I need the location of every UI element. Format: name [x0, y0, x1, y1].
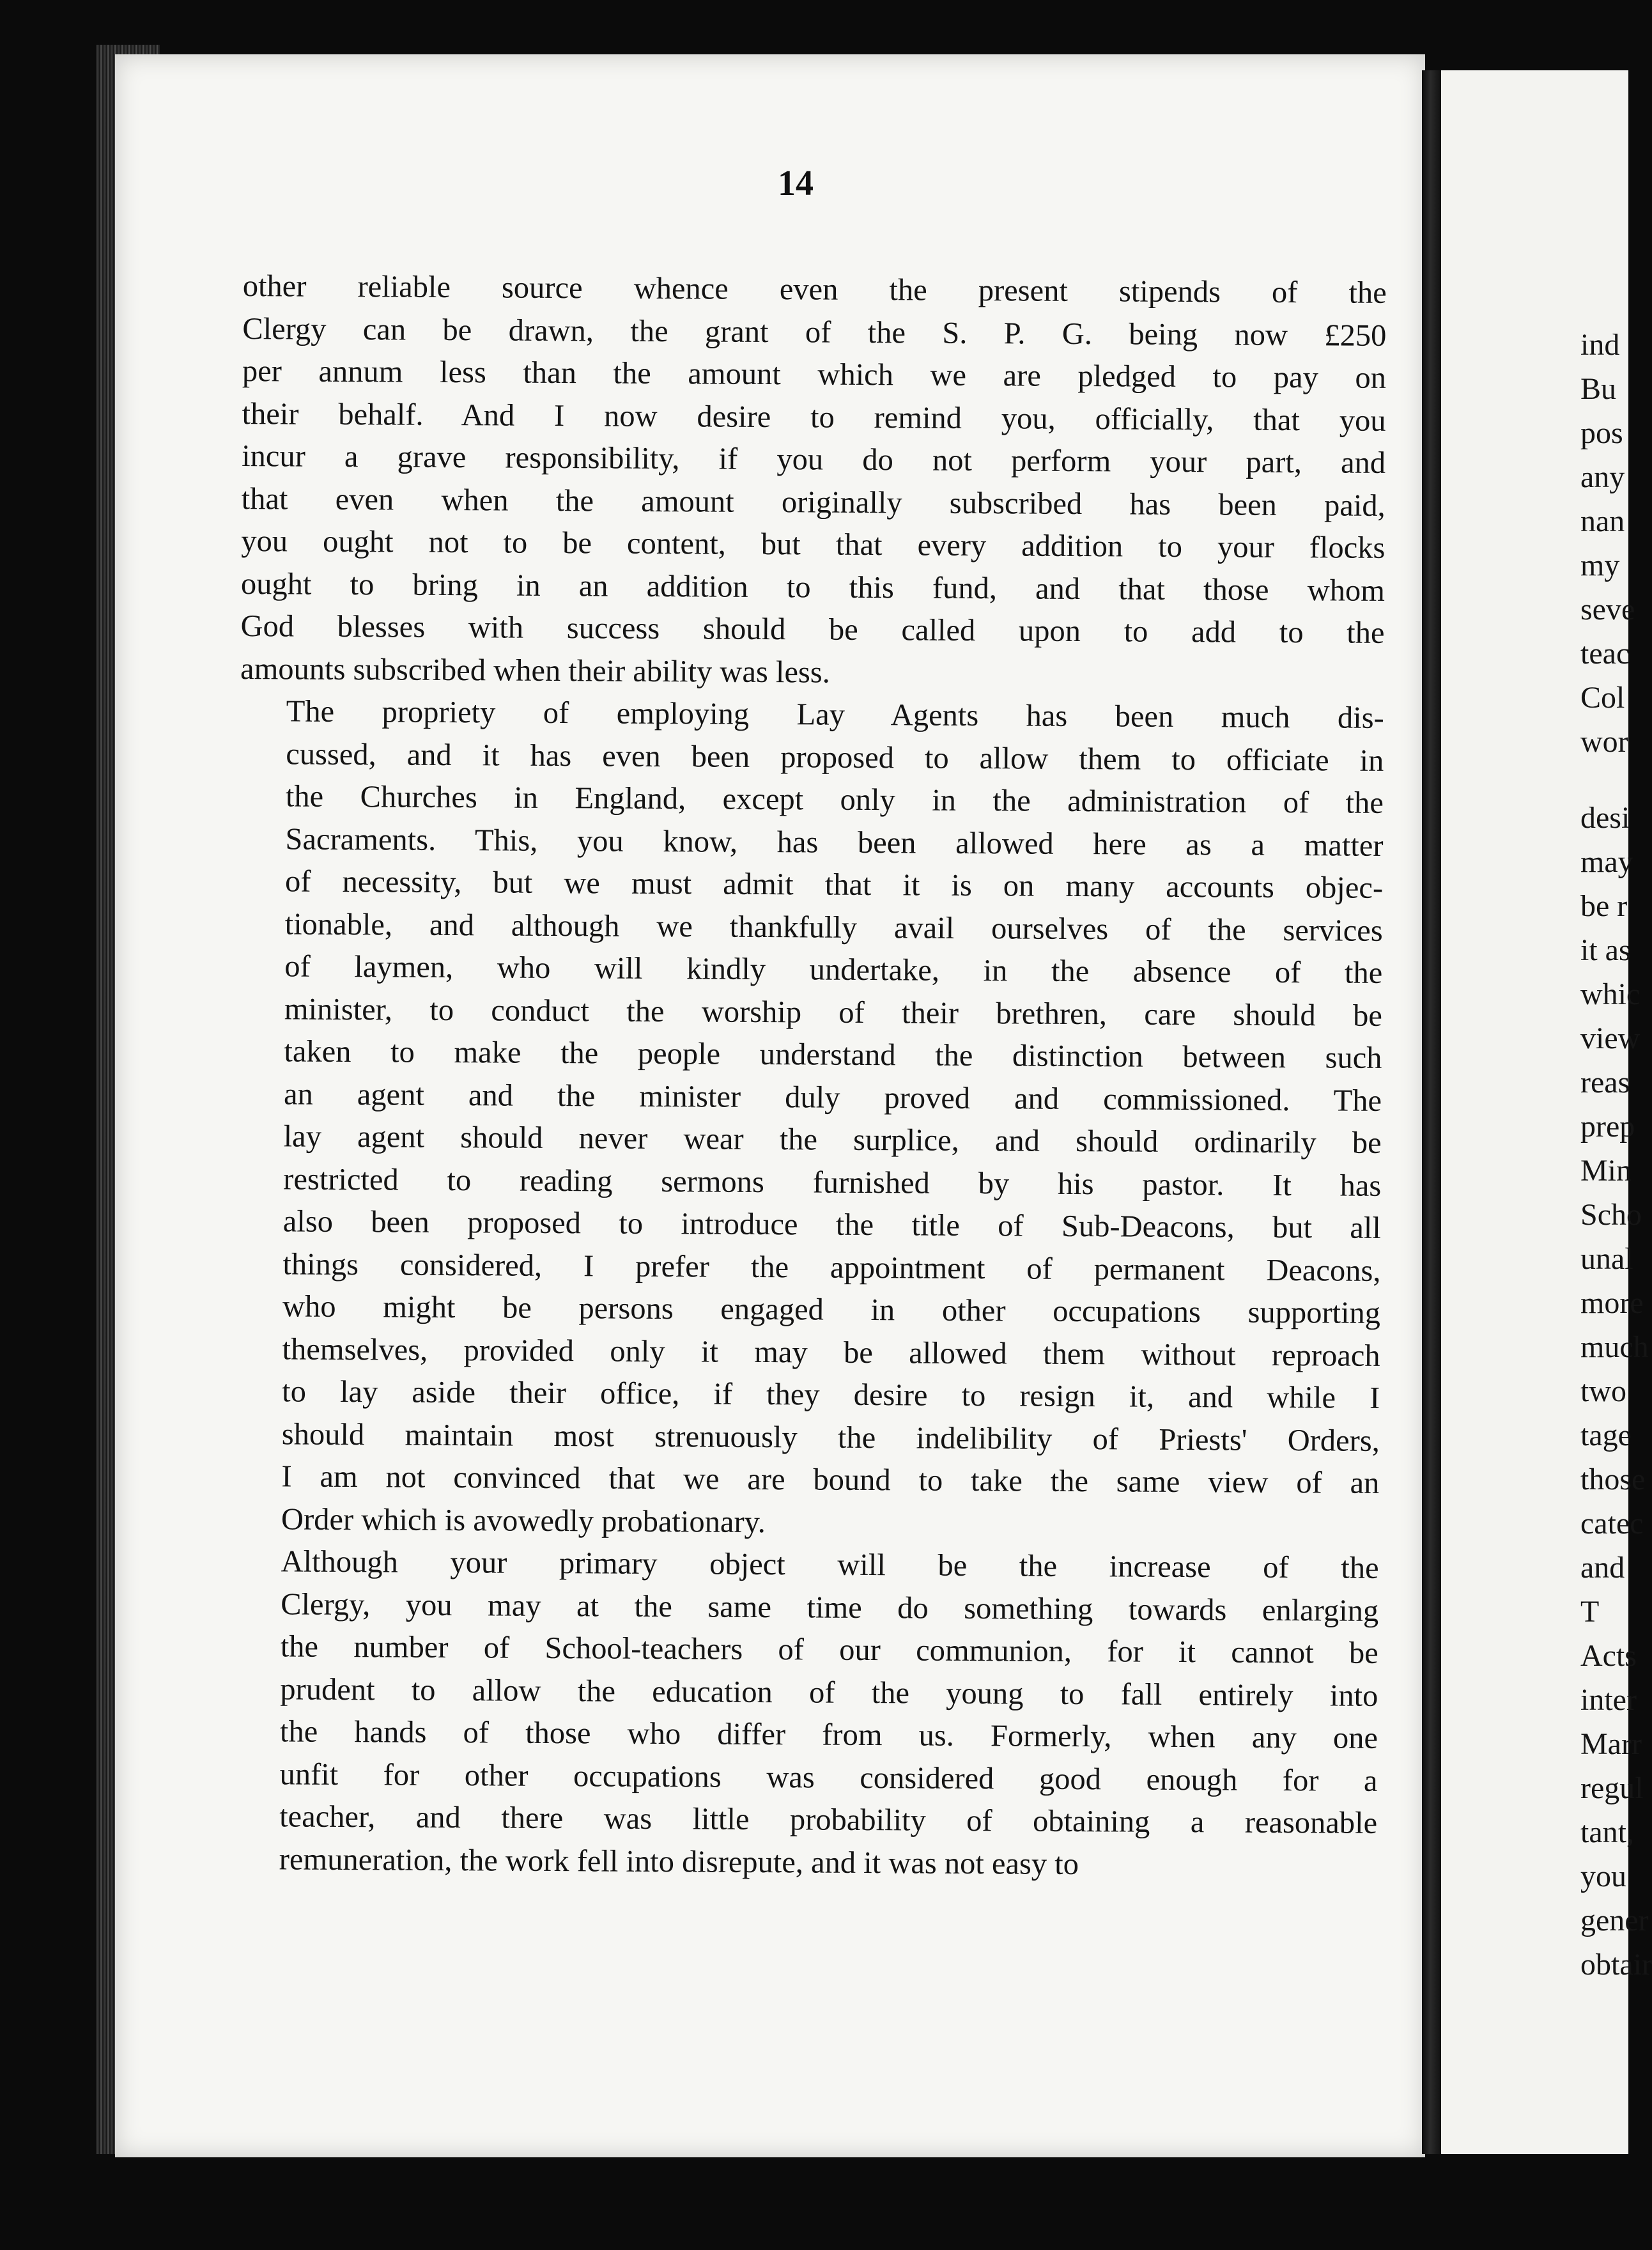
text-line: their behalf. And I now desire to remind you, officially, that you [242, 396, 1386, 438]
facing-line-fragment: seve [1580, 593, 1635, 626]
facing-page-text-fragments [1580, 323, 1652, 1987]
facing-line-fragment: desi [1580, 801, 1630, 835]
text-line: the Churches in England, except only in the administration of the [285, 779, 1384, 820]
facing-line-fragment: Acts [1580, 1639, 1637, 1673]
facing-line-fragment: Scho [1580, 1198, 1642, 1232]
facing-line-fragment: pos [1580, 416, 1623, 450]
facing-line-fragment: nan [1580, 504, 1625, 538]
facing-line-fragment: whic [1580, 977, 1640, 1011]
text-line: the number of School-teachers of our communion, for it cannot be [280, 1629, 1378, 1670]
page-body-text [233, 265, 1387, 1888]
facing-line-fragment: Min [1580, 1154, 1632, 1188]
facing-line-fragment: tant, [1580, 1815, 1634, 1849]
text-line: that even when the amount originally subscribed has been paid, [241, 481, 1386, 523]
facing-line-fragment: prep [1580, 1110, 1635, 1144]
facing-line-fragment: teac [1580, 637, 1630, 671]
text-line: I am not convinced that we are bound to take the same view of an [281, 1459, 1380, 1500]
facing-line-fragment: regul [1580, 1771, 1644, 1805]
facing-line-fragment: and [1580, 1551, 1625, 1585]
facing-line-fragment: Bu [1580, 372, 1617, 406]
text-line: who might be persons engaged in other occupations supporting [282, 1289, 1381, 1330]
facing-line-fragment: be r [1580, 889, 1628, 923]
text-line: incur a grave responsibility, if you do not perform your part, and [242, 438, 1386, 480]
facing-line-fragment: inter [1580, 1683, 1637, 1717]
paragraph [233, 1540, 1379, 1888]
text-line: also been proposed to introduce the title of Sub-Deacons, but all [282, 1204, 1381, 1245]
text-line: Sacraments. This, you know, has been allowed here as a matter [285, 821, 1384, 863]
facing-line-fragment: T [1580, 1595, 1600, 1629]
text-line: taken to make the people understand the distinction between such [284, 1034, 1382, 1075]
facing-line-fragment: much [1580, 1330, 1649, 1364]
text-line: teacher, and there was little probability of obtaining a reasonable [279, 1799, 1378, 1840]
text-line: minister, to conduct the worship of their brethren, care should be [284, 991, 1383, 1033]
facing-line-fragment: more [1580, 1286, 1644, 1320]
text-line: should maintain most strenuously the indelibility of Priests' Orders, [281, 1416, 1380, 1458]
text-line: amounts subscribed when their ability was less. [240, 651, 830, 690]
facing-line-fragment: ind [1580, 328, 1620, 362]
facing-line-fragment: view [1580, 1021, 1640, 1055]
text-line: cussed, and it has even been proposed to allow them to officiate in [286, 736, 1384, 778]
text-line: lay agent should never wear the surplice, and should ordinarily be [283, 1119, 1382, 1160]
page-number: 14 [778, 164, 814, 203]
facing-line-fragment: any [1580, 460, 1625, 494]
text-line: tionable, and although we thankfully avail ourselves of the services [284, 906, 1383, 948]
text-line: unfit for other occupations was considered good enough for a [279, 1757, 1378, 1798]
facing-page [1441, 70, 1652, 2154]
facing-line-fragment: unal [1580, 1242, 1633, 1276]
facing-line-fragment: you [1580, 1859, 1626, 1893]
text-line: prudent to allow the education of the young to fall entirely into [280, 1672, 1378, 1713]
facing-line-fragment [1580, 764, 1652, 796]
text-line: other reliable source whence even the present stipends of the [242, 268, 1387, 310]
facing-line-fragment: obtair [1580, 1948, 1652, 1982]
text-line: an agent and the minister duly proved and commissioned. The [283, 1076, 1382, 1118]
facing-line-fragment: wor [1580, 725, 1628, 759]
facing-line-fragment: tage [1580, 1418, 1632, 1452]
text-line: of laymen, who will kindly undertake, in the absence of the [284, 949, 1383, 990]
text-line: Although your primary object will be the increase of the [281, 1544, 1379, 1585]
text-line: remuneration, the work fell into disrepute, and it was not easy to [279, 1842, 1079, 1881]
text-line: themselves, provided only it may be allowed them without reproach [282, 1331, 1380, 1373]
text-line: you ought not to be content, but that every addition to your flocks [241, 524, 1386, 565]
text-line: to lay aside their office, if they desire to resign it, and while I [282, 1374, 1380, 1415]
text-line: Clergy can be drawn, the grant of the S. P. G. being now £250 [242, 311, 1387, 353]
facing-line-fragment: may [1580, 845, 1633, 879]
facing-line-fragment: those [1580, 1462, 1646, 1496]
facing-line-fragment: gener [1580, 1904, 1649, 1937]
book-page [115, 54, 1425, 2157]
facing-line-fragment: catec [1580, 1507, 1644, 1540]
text-line: things considered, I prefer the appointment of permanent Deacons, [282, 1246, 1381, 1288]
text-line: Clergy, you may at the same time do something towards enlarging [281, 1587, 1379, 1628]
text-line: ought to bring in an addition to this fund, and that those whom [240, 566, 1386, 608]
facing-line-fragment: two [1580, 1374, 1626, 1408]
facing-line-fragment: my [1580, 548, 1620, 582]
text-line: Order which is avowedly probationary. [281, 1501, 766, 1539]
text-line: the hands of those who differ from us. Formerly, when any one [279, 1714, 1378, 1755]
facing-line-fragment: it as [1580, 933, 1631, 967]
text-line: restricted to reading sermons furnished by his pastor. It has [283, 1161, 1382, 1203]
text-line: of necessity, but we must admit that it is on many accounts objec- [284, 864, 1384, 905]
text-line: per annum less than the amount which we are pledged to pay on [242, 353, 1387, 395]
paragraph [235, 690, 1384, 1548]
text-line: God blesses with success should be called upon to add to the [240, 609, 1385, 650]
facing-line-fragment: Col [1580, 681, 1625, 715]
page-gutter [1422, 70, 1442, 2154]
text-line: The propriety of employing Lay Agents has been much dis- [286, 694, 1384, 735]
facing-line-fragment: Marr [1580, 1727, 1642, 1761]
facing-line-fragment: reas [1580, 1066, 1630, 1099]
paragraph [240, 265, 1387, 697]
